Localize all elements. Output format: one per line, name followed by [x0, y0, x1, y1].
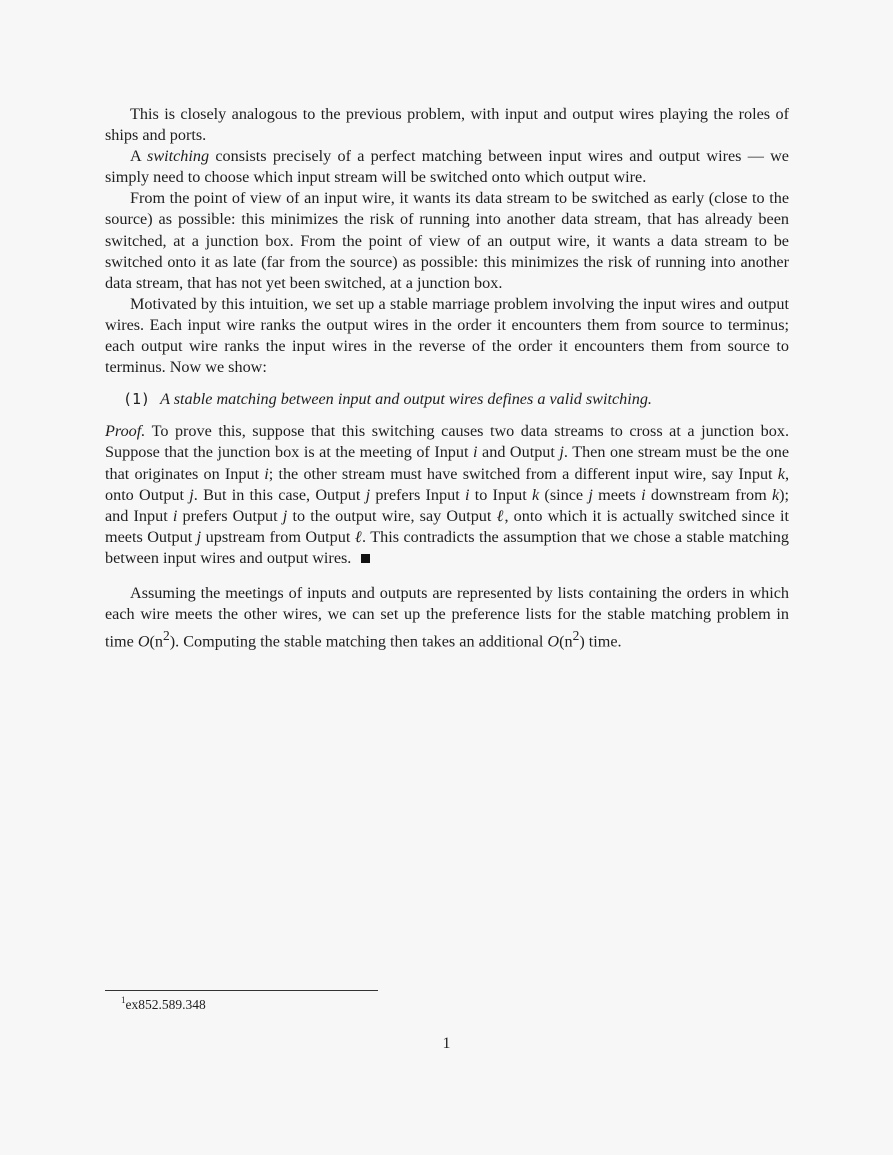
math-var: j — [189, 485, 194, 504]
paragraph-intro-text: This is closely analogous to the previous problem, with input and output wires playing the roles of ships and ports. — [105, 105, 789, 145]
text-span: To prove this, suppose that this switching causes two data streams to cross at a junction box. Suppose that the junction box is at the meeting of Input — [105, 422, 789, 462]
paragraph-point-of-view-text: From the point of view of an input wire, it wants its data stream to be switched as early (close to the source) as possible: this minimizes the risk of running into another data stream, that has already been switched, at a junction box. From the point of view of an output wire, it wants a data stream to be switched onto it as late (far from the source) as possible: this minimizes the risk of running into another data stream, that has not yet been switched, at a junction box. — [105, 189, 789, 292]
text-span: prefers Input — [370, 485, 465, 504]
math-var: i — [641, 485, 646, 504]
math-var: O — [547, 632, 560, 651]
proof-paragraph — [105, 421, 789, 569]
math-expr: ) — [579, 632, 585, 651]
math-var: j — [196, 527, 202, 546]
text-span: Assuming the meetings of inputs and outputs are represented by lists containing the orders in which each wire meets the other wires, we can set up the preference lists for the stable matching problem in time — [105, 583, 789, 651]
claim-text: A stable matching between input and output wires defines a valid switching. — [160, 390, 652, 409]
math-exponent: 2 — [572, 628, 580, 644]
text-span: (since — [539, 485, 589, 504]
text-span: , onto which it is actually switched since it meets Output — [105, 506, 790, 546]
paragraph-motivation-text: Motivated by this intuition, we set up a stable marriage problem involving the input wires and output wires. Each input wire ranks the output wires in the order it encounters them from source to terminus; each output wire ranks the input wires in the reverse of the order it encounters them from source to terminus. Now we show: — [105, 294, 789, 377]
math-var: k — [777, 464, 785, 483]
math-var: j — [282, 506, 288, 525]
math-var: k — [531, 485, 540, 504]
math-expr: (n — [149, 632, 164, 651]
spacer — [105, 569, 789, 583]
text-span: meets — [592, 485, 642, 504]
footnote-mark: 1 — [121, 995, 126, 1005]
page-number: 1 — [442, 1035, 451, 1052]
math-var: i — [264, 464, 269, 483]
footnote — [121, 991, 206, 1014]
math-exponent: 2 — [163, 628, 170, 644]
text-span: to Input — [469, 485, 532, 504]
text-span: upstream from Output — [201, 527, 355, 546]
spacer — [105, 378, 789, 389]
claim-statement — [105, 389, 789, 410]
text-span: . Computing the stable matching then takes an additional — [175, 632, 548, 651]
spacer — [105, 410, 789, 421]
proof-label: Proof. — [105, 422, 146, 441]
footnote-text: ex852.589.348 — [125, 997, 206, 1012]
math-var: j — [365, 485, 371, 504]
text-span: ; the other stream must have switched from a different input wire, say Input — [268, 464, 778, 483]
math-var: k — [771, 485, 780, 504]
claim-number: (1) — [123, 390, 151, 409]
qed-square-icon — [361, 554, 370, 563]
text-span: time. — [584, 632, 622, 651]
text-span: , onto Output — [105, 464, 789, 504]
text-span: . Then one stream must be the one that originates on Input — [105, 443, 790, 483]
text-span: prefers Output — [177, 506, 283, 525]
paragraph-switching-definition — [105, 146, 789, 188]
text-span: to the output wire, say Output — [287, 506, 497, 525]
body-text — [105, 104, 789, 653]
paragraph-point-of-view — [105, 188, 789, 293]
math-var: j — [559, 443, 564, 462]
paragraph-complexity — [105, 583, 789, 653]
math-var: i — [172, 506, 178, 525]
math-var: i — [473, 443, 478, 462]
text-span: . But in this case, Output — [193, 485, 366, 504]
paragraph-motivation — [105, 294, 789, 378]
text-span: consists precisely of a perfect matching between input wires and output wires — we simply need to choose which input stream will be switched onto which output wire. — [105, 147, 789, 187]
math-expr: (n — [559, 632, 573, 651]
text-span: A — [130, 147, 148, 166]
text-span: ); and Input — [105, 485, 790, 525]
math-var: O — [137, 632, 150, 651]
math-expr: ) — [169, 632, 176, 651]
text-span: and Output — [477, 443, 560, 462]
math-var: i — [464, 485, 470, 504]
paragraph-intro — [105, 104, 789, 146]
text-span: downstream from — [645, 485, 772, 504]
math-var: ℓ — [496, 506, 505, 525]
math-var: ℓ — [354, 527, 362, 546]
term-switching: switching — [147, 147, 210, 166]
math-var: j — [588, 485, 593, 504]
text-span: . This contradicts the assumption that we chose a stable matching between input wires and output wires. — [105, 527, 789, 567]
